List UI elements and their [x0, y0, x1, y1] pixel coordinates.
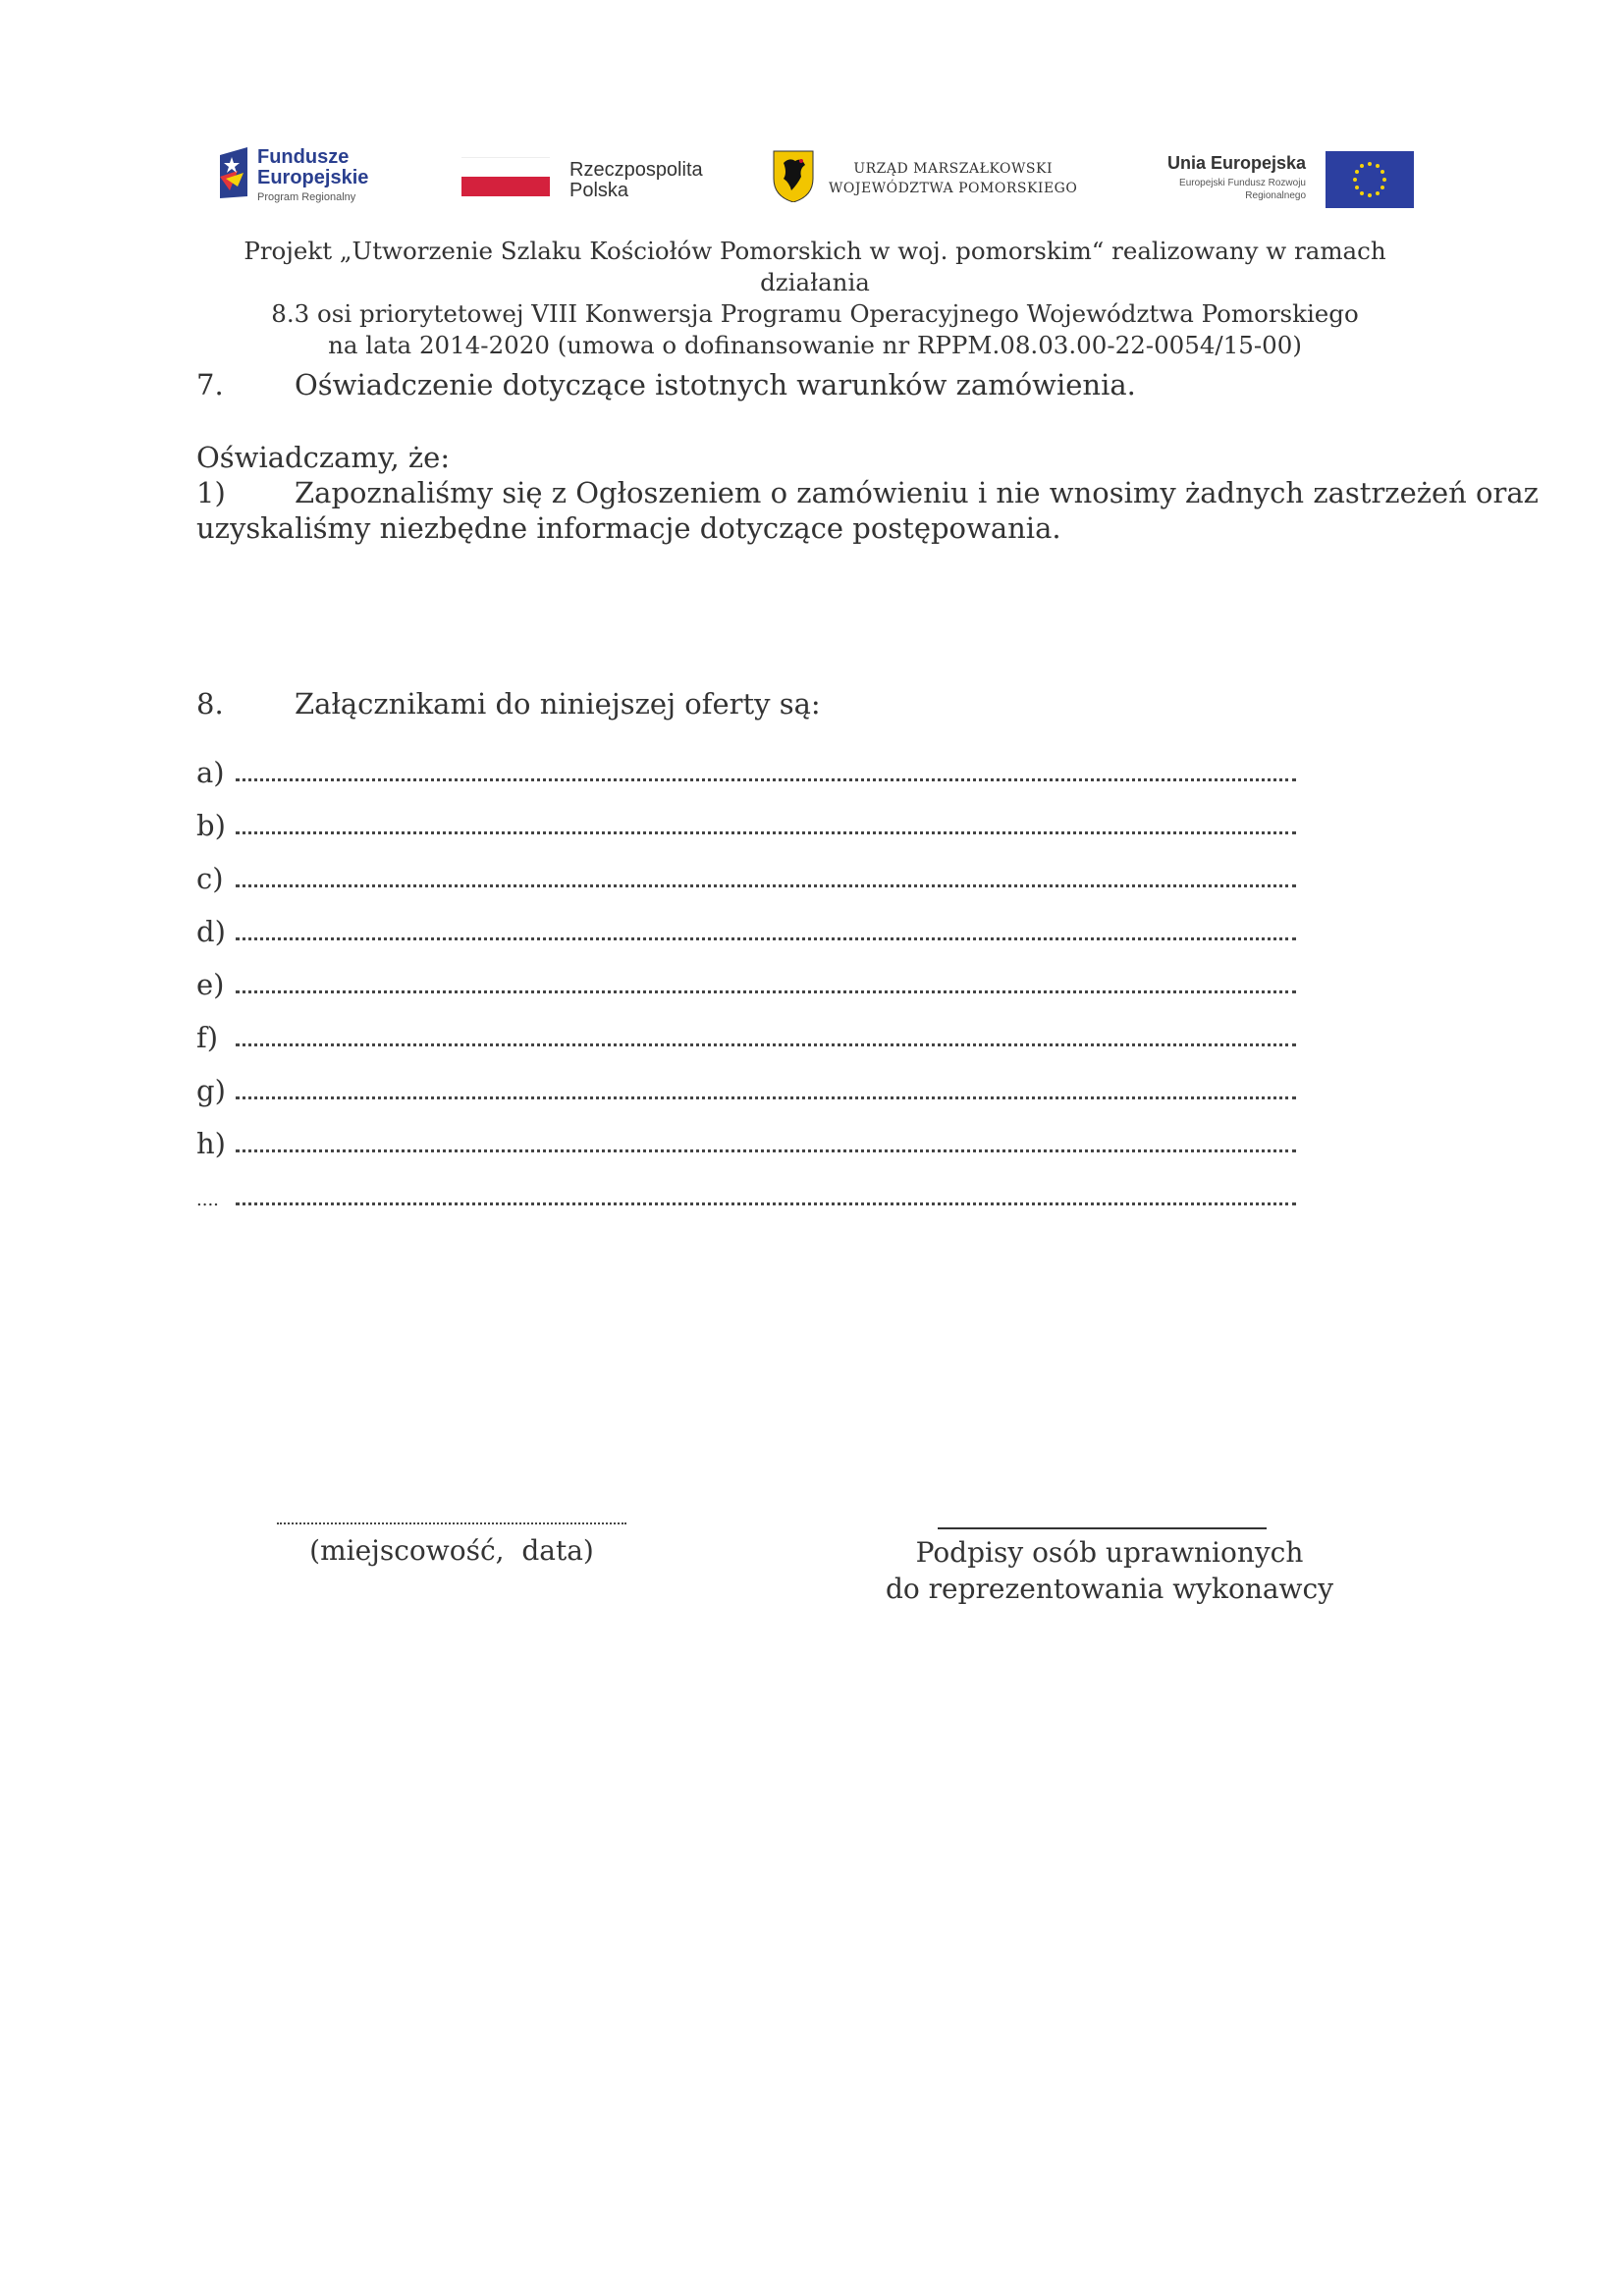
project-header-line1: Projekt „Utworzenie Szlaku Kościołów Pomorskich w woj. pomorskim“ realizowany w ramach działania: [244, 237, 1386, 296]
section-7-item-number: 1): [196, 476, 226, 509]
attachment-line-e[interactable]: [196, 968, 1296, 1003]
attachment-line-more[interactable]: [196, 1180, 1296, 1215]
section-7-number: 7.: [196, 368, 224, 401]
polish-flag-white-band: [461, 157, 550, 178]
attachment-label: h): [196, 1127, 226, 1160]
attachment-line-g[interactable]: [196, 1074, 1296, 1109]
section-7-intro: Oświadczamy, że:: [196, 441, 451, 474]
signature-line[interactable]: [938, 1527, 1267, 1529]
attachment-line-a[interactable]: [196, 756, 1296, 791]
ue-subtitle: Europejski Fundusz Rozwoju Regionalnego: [1179, 178, 1306, 201]
section-7-item-line1: Zapoznaliśmy się z Ogłoszeniem o zamówieniu i nie wnosimy żadnych zastrzeżeń oraz: [295, 476, 1539, 509]
project-header-line3: na lata 2014-2020 (umowa o dofinansowanie nr RPPM.08.03.00-22-0054/15-00): [328, 331, 1302, 359]
section-7-title: Oświadczenie dotyczące istotnych warunków zamówienia.: [295, 368, 1136, 401]
polish-flag-red-band: [461, 177, 550, 196]
attachment-label: b): [196, 809, 226, 842]
signature-label-line1: Podpisy osób uprawnionych: [915, 1536, 1304, 1569]
attachment-line-h[interactable]: [196, 1127, 1296, 1162]
attachment-label: e): [196, 968, 225, 1001]
griffin-coat-of-arms-icon: [772, 149, 815, 202]
attachment-label: c): [196, 862, 224, 895]
attachment-line-d[interactable]: [196, 915, 1296, 950]
section-8-number: 8.: [196, 687, 224, 721]
attachment-line-f[interactable]: [196, 1021, 1296, 1056]
attachment-line-b[interactable]: [196, 809, 1296, 844]
ue-title: Unia Europejska: [1166, 153, 1306, 173]
fundusze-europejskie-icon: [218, 147, 253, 198]
signature-label: [864, 1534, 1355, 1607]
section-8-title: Załącznikami do niniejszej oferty są:: [295, 687, 821, 721]
section-7-item-line2: uzyskaliśmy niezbędne informacje dotyczące postępowania.: [196, 511, 1061, 545]
project-header: [196, 236, 1434, 361]
fe-subtitle: Program Regionalny: [257, 191, 356, 203]
attachment-line-c[interactable]: [196, 862, 1296, 897]
signature-label-line2: do reprezentowania wykonawcy: [885, 1573, 1334, 1605]
eu-flag-icon: [1326, 151, 1414, 208]
attachment-label: d): [196, 915, 226, 948]
um-line2: WOJEWÓDZTWA POMORSKIEGO: [829, 181, 1078, 196]
attachment-label: ....: [196, 1190, 219, 1210]
um-line1: URZĄD MARSZAŁKOWSKI: [853, 161, 1053, 177]
attachment-label: f): [196, 1021, 219, 1054]
rp-title: Rzeczpospolita Polska: [569, 159, 703, 201]
place-date-label: (miejscowość, data): [309, 1534, 594, 1567]
fe-title: Fundusze Europejskie: [257, 146, 369, 188]
project-header-line2: 8.3 osi priorytetowej VIII Konwersja Programu Operacyjnego Województwa Pomorskiego: [271, 299, 1359, 328]
attachment-label: g): [196, 1074, 226, 1107]
place-date-line[interactable]: [277, 1522, 626, 1524]
attachment-label: a): [196, 756, 225, 789]
